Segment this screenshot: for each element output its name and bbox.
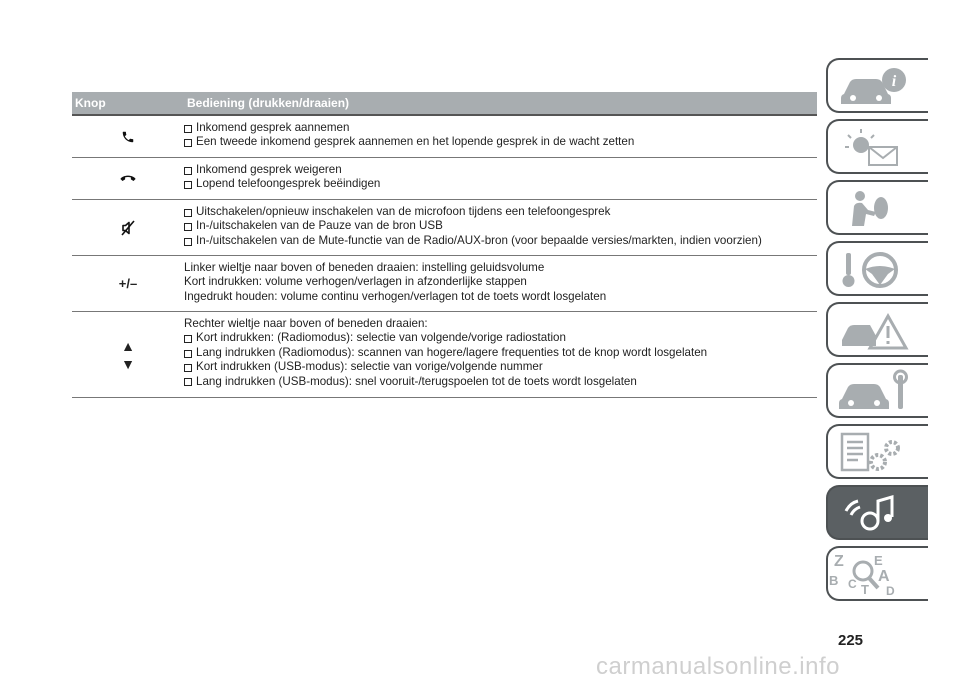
tab-safety[interactable] [826,180,928,235]
list-item: Ingedrukt houden: volume continu verhogen/verlagen tot de toets wordt losgelaten [184,289,607,303]
table-row [72,256,817,312]
tab-emergency[interactable] [826,302,928,357]
arrow-up-icon: ▲ [121,337,135,354]
index-letter: B [829,573,839,588]
safety-airbag-icon [836,186,924,232]
warning-lights-icon [836,125,924,171]
index-letter: A [878,568,890,585]
checkbox-bullet [184,350,192,358]
steering-key-icon [836,247,924,293]
checkbox-bullet [184,378,192,386]
car-maintenance-icon [836,369,924,415]
checkbox-bullet [184,223,192,231]
watermark: carmanualsonline.info [596,653,840,680]
list-item: Kort indrukken: (Radiomodus): selectie van volgende/vorige radiostation [184,331,817,345]
list-item: Rechter wieltje naar boven of beneden draaien: [184,317,428,330]
mute-icon [121,220,135,236]
checkbox-bullet [184,364,192,372]
table-header [72,92,817,116]
index-letter: Z [834,553,844,570]
checkbox-bullet [184,167,192,175]
car-info-icon [836,64,924,110]
header-bediening: Bediening (drukken/draaien) [187,96,350,110]
table-row [72,116,817,158]
phone-accept-icon [121,130,135,144]
arrow-down-icon: ▼ [121,355,135,372]
table-row [72,158,817,200]
phone-reject-icon [120,174,136,184]
list-item: Kort indrukken (USB-modus): selectie van vorige/volgende nummer [184,360,817,374]
tab-maintenance[interactable] [826,363,928,418]
checkbox-bullet [184,209,192,217]
multimedia-icon [836,491,924,537]
table-row [72,200,817,256]
magnifier-icon [850,558,882,592]
volume-symbol: +/– [118,276,138,291]
index-letters [826,546,928,601]
tab-warning-lights[interactable] [826,119,928,174]
page-number: 225 [838,632,864,649]
table-row [72,312,817,398]
list-item: Linker wieltje naar boven of beneden draaien: instelling geluidsvolume [184,261,545,274]
list-item: Lang indrukken (Radiomodus): scannen van hogere/lagere frequenties tot de knop wordt losgelaten [184,346,817,360]
index-letter: T [861,582,869,597]
svg-text:i: i [891,73,897,90]
list-item: In-/uitschakelen van de Mute-functie van de Radio/AUX-bron (voor bepaalde versies/markten, indien voorzien) [184,234,817,248]
checkbox-bullet [184,181,192,189]
tab-car-info[interactable] [826,58,928,113]
list-item: Uitschakelen/opnieuw inschakelen van de microfoon tijdens een telefoongesprek [184,205,817,219]
list-item: Inkomend gesprek weigeren [184,163,817,177]
list-item: Kort indrukken: volume verhogen/verlagen in afzonderlijke stappen [184,275,527,289]
checkbox-bullet [184,139,192,147]
checkbox-bullet [184,335,192,343]
list-item: Inkomend gesprek aannemen [184,121,817,135]
tab-starting-driving[interactable] [826,241,928,296]
technical-data-icon [836,430,924,476]
index-letter: D [886,584,895,598]
checkbox-bullet [184,125,192,133]
emergency-icon [836,308,924,354]
index-letter: E [874,553,883,568]
list-item: Lopend telefoongesprek beëindigen [184,177,817,191]
list-item: Een tweede inkomend gesprek aannemen en het lopende gesprek in de wacht zetten [184,135,817,149]
tab-multimedia[interactable] [826,485,928,540]
checkbox-bullet [184,238,192,246]
header-knop: Knop [75,96,106,110]
controls-table [72,92,817,398]
index-letter: C [848,577,857,591]
tab-technical-data[interactable] [826,424,928,479]
list-item: Lang indrukken (USB-modus): snel vooruit-/terugspoelen tot de toets wordt losgelaten [184,375,817,389]
list-item: In-/uitschakelen van de Pauze van de bron USB [184,219,817,233]
